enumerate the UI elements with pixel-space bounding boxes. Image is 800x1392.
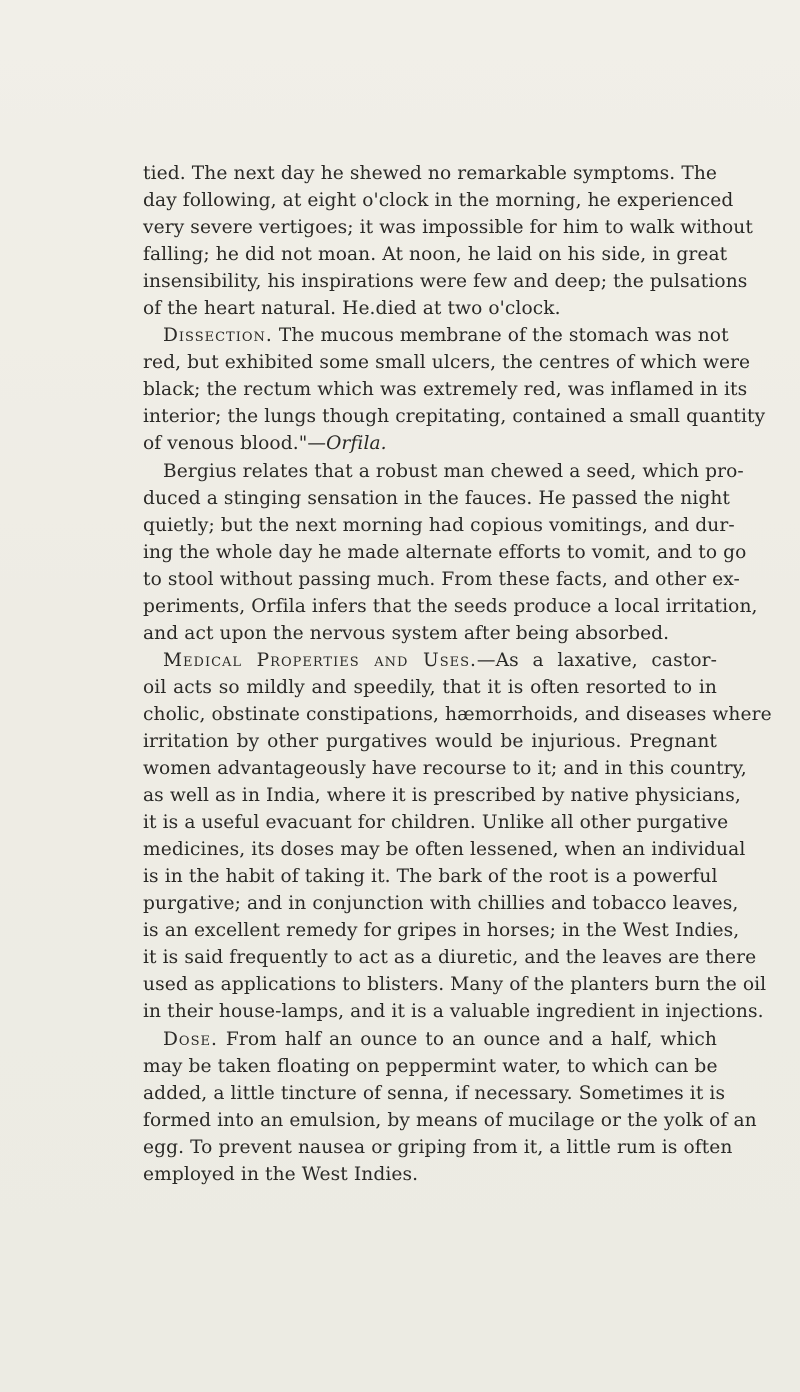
text-line: ing the whole day he made alternate efforts to vomit, and to go xyxy=(143,541,747,563)
text-line: women advantageously have recourse to it; and in this country, xyxy=(143,758,747,780)
text-line: quietly; but the next morning had copious vomitings, and dur- xyxy=(143,514,735,536)
text-line: and act upon the nervous system after being absorbed. xyxy=(143,622,670,644)
citation-orfila: Orfila. xyxy=(326,433,387,455)
text-line: employed in the West Indies. xyxy=(143,1163,419,1185)
text-line: to stool without passing much. From these facts, and other ex- xyxy=(143,568,740,590)
text-line: periments, Orfila infers that the seeds produce a local irritation, xyxy=(143,595,758,617)
heading-dissection: Dissection. xyxy=(163,325,273,347)
text-line: medicines, its doses may be often lessened, when an individual xyxy=(143,839,746,861)
text-line: purgative; and in conjunction with chillies and tobacco leaves, xyxy=(143,893,739,915)
text-line: as well as in India, where it is prescribed by native physicians, xyxy=(143,785,741,807)
text-line: in their house-lamps, and it is a valuable ingredient in injections. xyxy=(143,1001,764,1023)
text-line: insensibility, his inspirations were few and deep; the pulsations xyxy=(143,271,748,293)
paragraph-end-with-citation xyxy=(143,430,717,457)
text-line: day following, at eight o'clock in the morning, he experienced xyxy=(143,190,734,212)
text-line-content: The mucous membrane of the stomach was not xyxy=(278,325,729,347)
text-line: used as applications to blisters. Many of the planters burn the oil xyxy=(143,974,767,996)
paragraph-medical xyxy=(143,647,717,674)
text-line: duced a stinging sensation in the fauces. He passed the night xyxy=(143,487,730,509)
text-line: it is said frequently to act as a diuretic, and the leaves are there xyxy=(143,947,757,969)
paragraph-dose xyxy=(143,1026,717,1053)
text-line: of the heart natural. He.died at two o'clock. xyxy=(143,298,561,320)
text-line: oil acts so mildly and speedily, that it is often resorted to in xyxy=(143,676,717,698)
text-line: cholic, obstinate constipations, hæmorrhoids, and diseases where xyxy=(143,703,772,725)
text-line: egg. To prevent nausea or griping from it, a little rum is often xyxy=(143,1136,733,1158)
text-line-content: of venous blood."— xyxy=(143,433,327,455)
body-text xyxy=(143,160,772,1188)
text-line: red, but exhibited some small ulcers, the centres of which were xyxy=(143,352,751,374)
paragraph-dissection xyxy=(143,322,729,349)
heading-dose: Dose. xyxy=(163,1028,218,1050)
text-line-content: From half an ounce to an ounce and a half, which xyxy=(225,1028,718,1050)
text-line: interior; the lungs though crepitating, contained a small quantity xyxy=(143,406,766,428)
text-line: irritation by other purgatives would be injurious. Pregnant xyxy=(143,730,717,752)
text-line: Bergius relates that a robust man chewed a seed, which pro- xyxy=(163,460,744,482)
text-line: very severe vertigoes; it was impossible for him to walk without xyxy=(143,217,753,239)
text-line-content: —As a laxative, castor- xyxy=(476,649,717,671)
text-line: is an excellent remedy for gripes in horses; in the West Indies, xyxy=(143,920,740,942)
text-line: is in the habit of taking it. The bark of the root is a powerful xyxy=(143,866,718,888)
text-line: black; the rectum which was extremely red, was inflamed in its xyxy=(143,379,748,401)
text-line: formed into an emulsion, by means of mucilage or the yolk of an xyxy=(143,1109,757,1131)
text-line: added, a little tincture of senna, if necessary. Sometimes it is xyxy=(143,1082,726,1104)
text-line: it is a useful evacuant for children. Unlike all other purgative xyxy=(143,812,729,834)
text-line: falling; he did not moan. At noon, he laid on his side, in great xyxy=(143,244,728,266)
text-line: tied. The next day he shewed no remarkable symptoms. The xyxy=(143,163,717,184)
text-line: may be taken floating on peppermint water, to which can be xyxy=(143,1055,718,1077)
heading-medical-properties: Medical Properties and Uses. xyxy=(163,649,477,671)
